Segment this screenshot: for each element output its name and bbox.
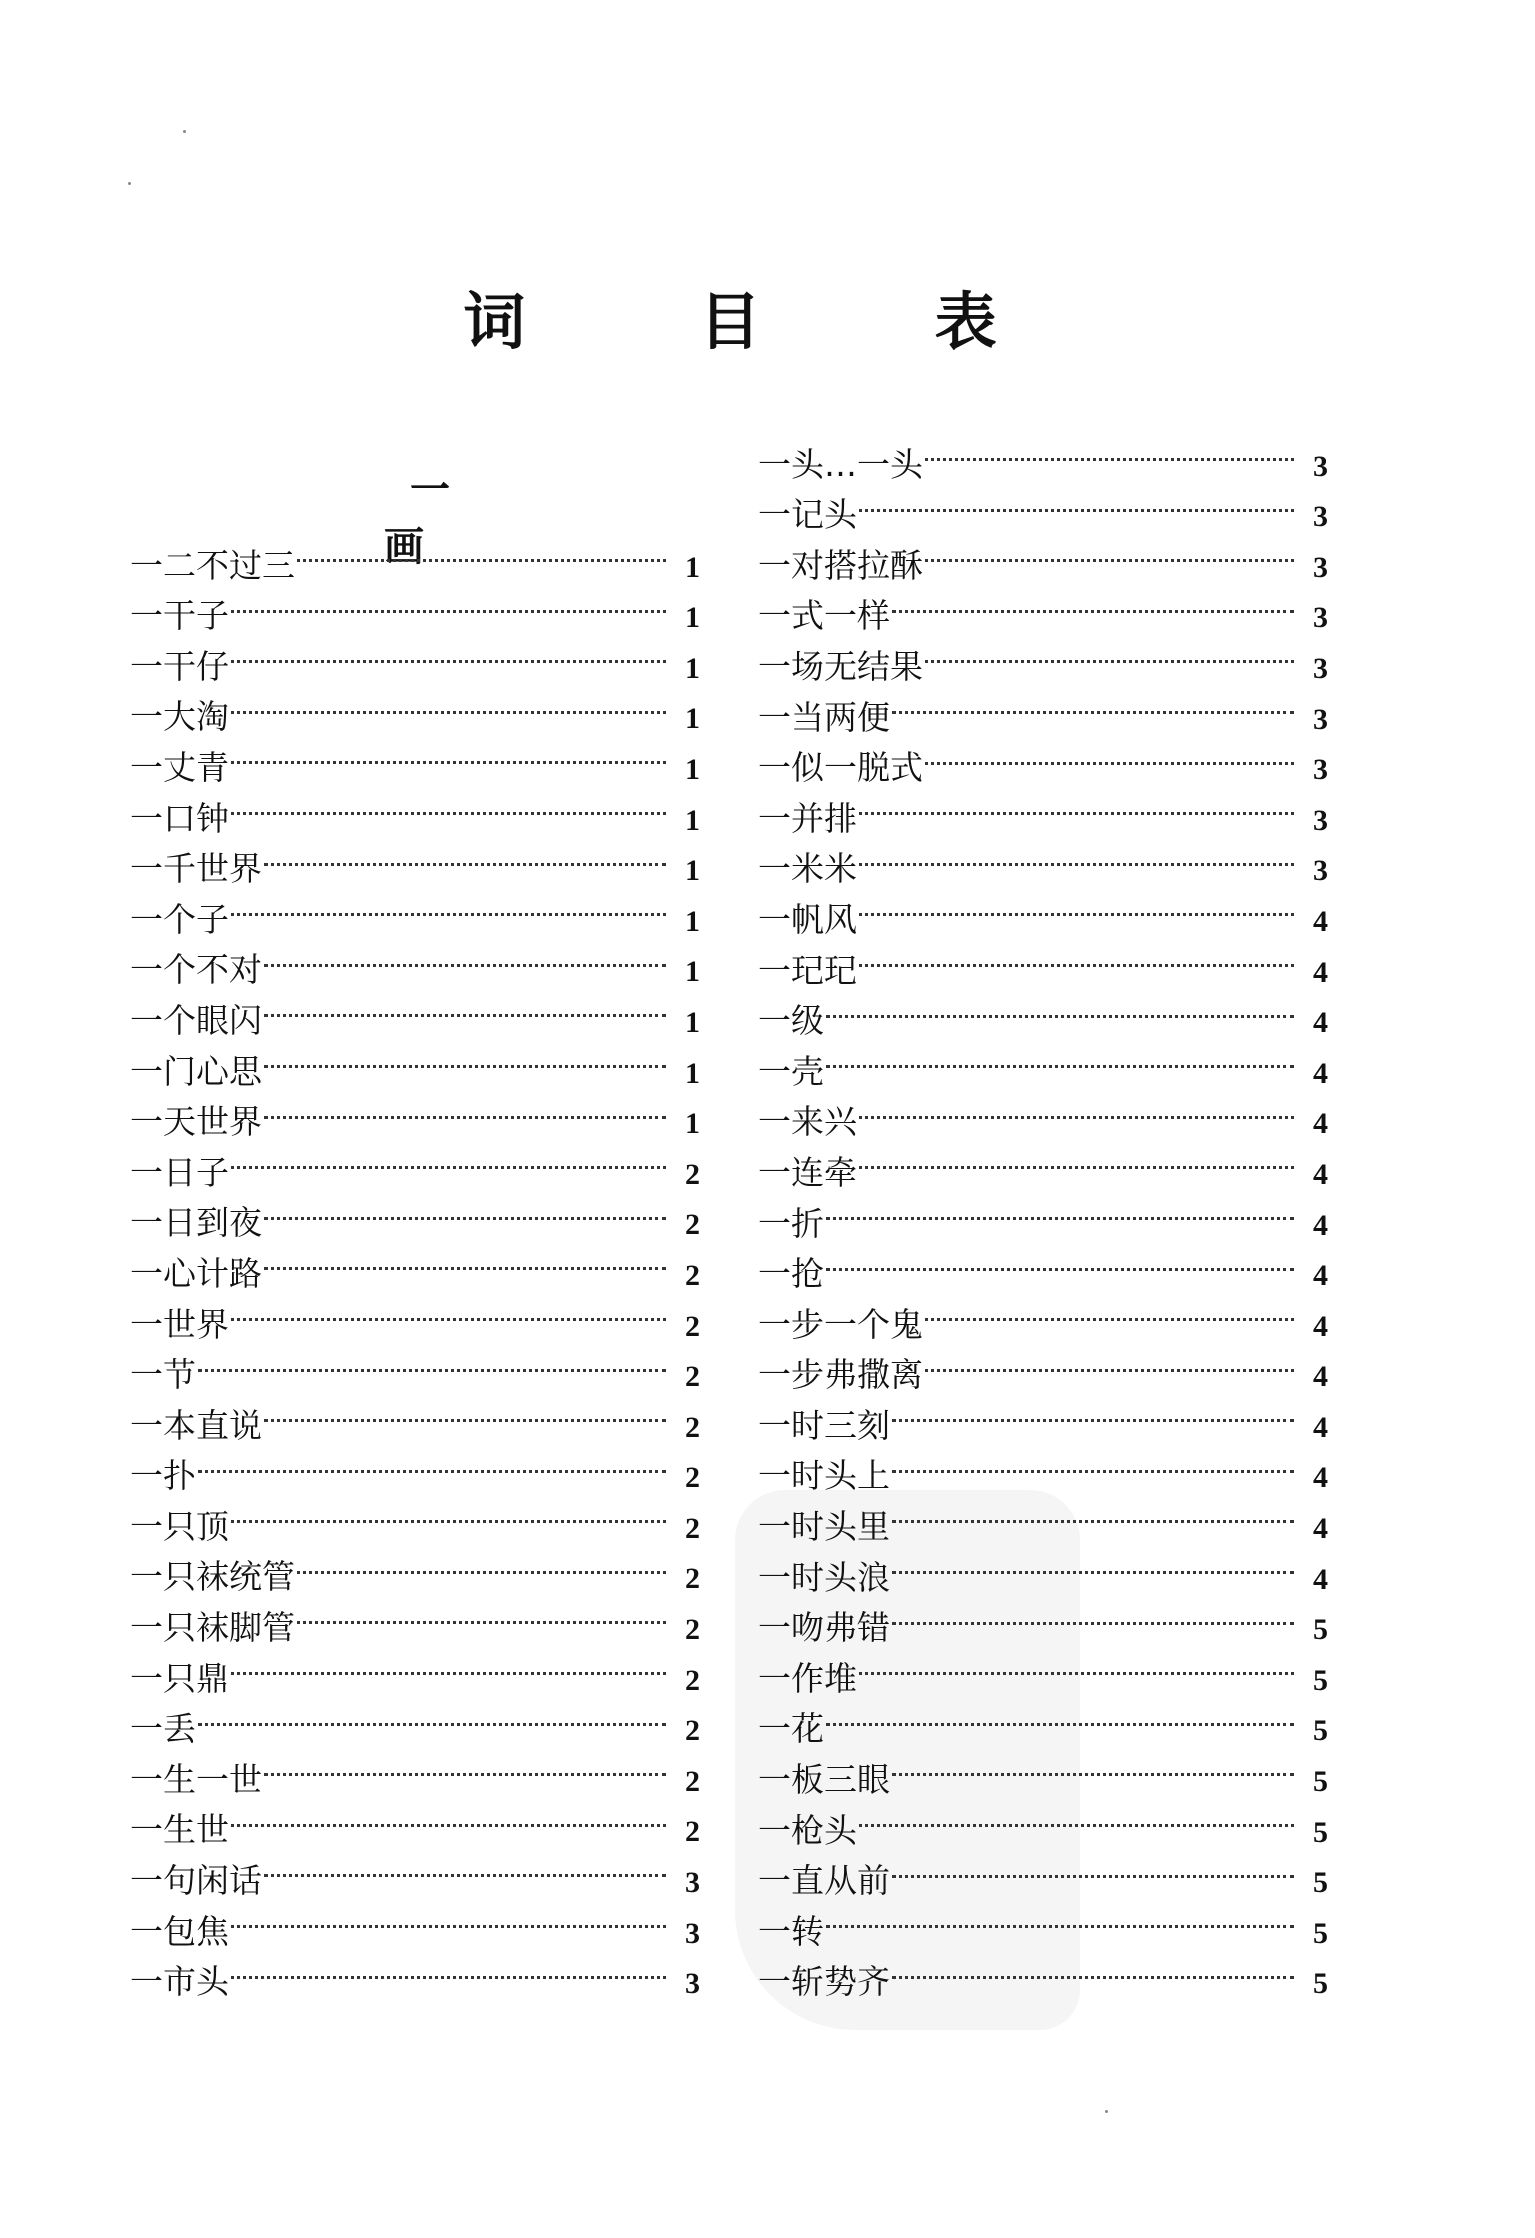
- index-column-left: [130, 526, 700, 2002]
- entry-term: 一抢: [758, 1254, 824, 1294]
- dot-leader: [231, 627, 666, 678]
- entry-page-number: 4: [1313, 955, 1328, 989]
- index-entry: [758, 1285, 1328, 1344]
- entry-term: 一时三刻: [758, 1405, 890, 1445]
- index-entry: [130, 1336, 700, 1395]
- entry-page-number: 2: [685, 1461, 700, 1495]
- dot-leader: [892, 1437, 1294, 1488]
- entry-term: 一花: [758, 1709, 824, 1749]
- dot-leader: [264, 1032, 666, 1083]
- dot-leader: [826, 1690, 1294, 1741]
- index-column-right: [758, 425, 1328, 2002]
- entry-page-number: 2: [685, 1714, 700, 1748]
- entry-term: 一门心思: [130, 1051, 262, 1091]
- index-entry: [130, 1386, 700, 1445]
- index-entry: [758, 1235, 1328, 1294]
- dot-leader: [826, 1892, 1294, 1943]
- dot-leader: [859, 779, 1294, 830]
- index-entry: [130, 526, 700, 585]
- entry-term: 一对搭拉酥: [758, 545, 923, 585]
- entry-term: 一包焦: [130, 1911, 229, 1951]
- dot-leader: [892, 577, 1294, 628]
- dot-leader: [859, 1133, 1294, 1184]
- entry-term: 一个眼闪: [130, 1000, 262, 1040]
- dot-leader: [231, 728, 666, 779]
- entry-term: 一干仔: [130, 646, 229, 686]
- entry-page-number: 1: [685, 904, 700, 938]
- entry-page-number: 5: [1313, 1613, 1328, 1647]
- entry-term: 一句闲话: [130, 1861, 262, 1901]
- entry-term: 一只袜脚管: [130, 1608, 295, 1648]
- entry-page-number: 4: [1313, 1259, 1328, 1293]
- index-entry: [130, 1437, 700, 1496]
- dot-leader: [892, 1386, 1294, 1437]
- entry-page-number: 3: [1313, 651, 1328, 685]
- dot-leader: [231, 880, 666, 931]
- entry-page-number: 3: [1313, 702, 1328, 736]
- dot-leader: [925, 729, 1294, 780]
- entry-page-number: 4: [1313, 1410, 1328, 1444]
- entry-page-number: 3: [685, 1916, 700, 1950]
- entry-term: 一干子: [130, 596, 229, 636]
- entry-page-number: 2: [685, 1562, 700, 1596]
- dot-leader: [264, 1184, 666, 1235]
- entry-term: 一世界: [130, 1304, 229, 1344]
- index-entry: [758, 425, 1328, 484]
- dot-leader: [198, 1336, 666, 1387]
- scan-speck: [1105, 2110, 1108, 2113]
- entry-term: 一级: [758, 1001, 824, 1041]
- entry-page-number: 1: [685, 752, 700, 786]
- entry-page-number: 3: [1313, 753, 1328, 787]
- entry-page-number: 2: [685, 1309, 700, 1343]
- dot-leader: [264, 981, 666, 1032]
- entry-term: 一千世界: [130, 849, 262, 889]
- entry-term: 一似一脱式: [758, 748, 923, 788]
- entry-term: 一心计路: [130, 1253, 262, 1293]
- entry-page-number: 5: [1313, 1967, 1328, 2001]
- entry-page-number: 4: [1313, 1056, 1328, 1090]
- dot-leader: [297, 1588, 666, 1639]
- entry-term: 一帆风: [758, 899, 857, 939]
- page-title: 词 目 表: [463, 285, 1073, 358]
- dot-leader: [231, 1892, 666, 1943]
- entry-page-number: 2: [685, 1815, 700, 1849]
- entry-page-number: 5: [1313, 1765, 1328, 1799]
- index-entry: [758, 1943, 1328, 2002]
- entry-page-number: 1: [685, 1107, 700, 1141]
- dot-leader: [826, 1032, 1294, 1083]
- dot-leader: [264, 1234, 666, 1285]
- entry-page-number: 3: [685, 1967, 700, 2001]
- entry-term: 一并排: [758, 798, 857, 838]
- entry-term: 一时头上: [758, 1456, 890, 1496]
- entry-term: 一个子: [130, 899, 229, 939]
- entry-page-number: 1: [685, 803, 700, 837]
- index-entry: [758, 1892, 1328, 1951]
- entry-term: 一记头: [758, 495, 857, 535]
- entry-page-number: 1: [685, 854, 700, 888]
- entry-page-number: 4: [1313, 1107, 1328, 1141]
- entry-term: 一日到夜: [130, 1203, 262, 1243]
- index-entry: [758, 1740, 1328, 1800]
- entry-term: 一二不过三: [130, 545, 295, 585]
- index-entry: [758, 1690, 1328, 1749]
- entry-page-number: 5: [1313, 1714, 1328, 1748]
- entry-term: 一大淘: [130, 697, 229, 737]
- entry-term: 一步弗撒离: [758, 1355, 923, 1395]
- dot-leader: [892, 1487, 1294, 1538]
- dot-leader: [892, 1740, 1294, 1791]
- entry-page-number: 1: [685, 955, 700, 989]
- entry-term: 一时头浪: [758, 1557, 890, 1597]
- entry-page-number: 5: [1313, 1815, 1328, 1849]
- entry-page-number: 3: [1313, 449, 1328, 483]
- entry-page-number: 4: [1313, 1360, 1328, 1394]
- dot-leader: [892, 1538, 1294, 1589]
- dot-leader: [297, 1538, 666, 1589]
- dot-leader: [859, 1791, 1294, 1842]
- entry-term: 一丢: [130, 1709, 196, 1749]
- entry-page-number: 2: [685, 1360, 700, 1394]
- entry-page-number: 2: [685, 1258, 700, 1292]
- entry-page-number: 3: [1313, 550, 1328, 584]
- entry-page-number: 1: [685, 550, 700, 584]
- dot-leader: [892, 1842, 1294, 1893]
- index-entry: [758, 982, 1328, 1041]
- entry-term: 一丈青: [130, 747, 229, 787]
- entry-page-number: 4: [1313, 1461, 1328, 1495]
- entry-page-number: 2: [685, 1764, 700, 1798]
- entry-page-number: 4: [1313, 1157, 1328, 1191]
- entry-page-number: 1: [685, 651, 700, 685]
- entry-page-number: 1: [685, 601, 700, 635]
- entry-page-number: 1: [685, 1056, 700, 1090]
- entry-page-number: 3: [1313, 601, 1328, 635]
- entry-page-number: 5: [1313, 1916, 1328, 1950]
- entry-term: 一作堆: [758, 1658, 857, 1698]
- dot-leader: [859, 476, 1294, 527]
- entry-term: 一扑: [130, 1456, 196, 1496]
- index-entry: [130, 1740, 700, 1799]
- dot-leader: [859, 830, 1294, 881]
- dot-leader: [925, 1336, 1294, 1387]
- index-entry: [758, 1184, 1328, 1243]
- entry-page-number: 2: [685, 1511, 700, 1545]
- dot-leader: [231, 779, 666, 830]
- dot-leader: [198, 1437, 666, 1488]
- entry-page-number: 2: [685, 1663, 700, 1697]
- dot-leader: [826, 982, 1294, 1033]
- entry-page-number: 4: [1313, 904, 1328, 938]
- entry-term: 一日子: [130, 1152, 229, 1192]
- index-entry: [130, 1690, 700, 1749]
- entry-page-number: 1: [685, 1005, 700, 1039]
- entry-page-number: 4: [1313, 1512, 1328, 1546]
- entry-term: 一式一样: [758, 596, 890, 636]
- dot-leader: [826, 1184, 1294, 1235]
- entry-page-number: 3: [1313, 500, 1328, 534]
- dot-leader: [925, 425, 1294, 476]
- entry-term: 一吻弗错: [758, 1608, 890, 1648]
- dot-leader: [231, 1133, 666, 1184]
- entry-term: 一市头: [130, 1962, 229, 2002]
- dot-leader: [264, 830, 666, 881]
- entry-term: 一直从前: [758, 1861, 890, 1901]
- entry-term: 一只鼎: [130, 1658, 229, 1698]
- dot-leader: [231, 1285, 666, 1336]
- dot-leader: [231, 1943, 666, 1994]
- entry-page-number: 5: [1313, 1663, 1328, 1697]
- entry-term: 一生一世: [130, 1759, 262, 1799]
- entry-term: 一折: [758, 1203, 824, 1243]
- dot-leader: [826, 1235, 1294, 1286]
- entry-term: 一场无结果: [758, 646, 923, 686]
- entry-term: 一斩势齐: [758, 1962, 890, 2002]
- scan-speck: [183, 130, 186, 133]
- entry-term: 一转: [758, 1911, 824, 1951]
- entry-term: 一生世: [130, 1810, 229, 1850]
- entry-term: 一头…一头: [758, 444, 923, 484]
- dot-leader: [264, 1386, 666, 1437]
- dot-leader: [264, 1841, 666, 1892]
- entry-page-number: 4: [1313, 1208, 1328, 1242]
- entry-term: 一枪头: [758, 1810, 857, 1850]
- entry-term: 一步一个鬼: [758, 1304, 923, 1344]
- dot-leader: [892, 678, 1294, 729]
- entry-page-number: 2: [685, 1157, 700, 1191]
- entry-term: 一只袜统管: [130, 1557, 295, 1597]
- entry-page-number: 2: [685, 1208, 700, 1242]
- entry-page-number: 1: [685, 702, 700, 736]
- dot-leader: [925, 627, 1294, 678]
- dot-leader: [892, 1589, 1294, 1640]
- entry-page-number: 3: [1313, 854, 1328, 888]
- dot-leader: [231, 678, 666, 729]
- entry-page-number: 3: [685, 1866, 700, 1900]
- dot-leader: [231, 1791, 666, 1842]
- dot-leader: [231, 1639, 666, 1690]
- dot-leader: [231, 1487, 666, 1538]
- dot-leader: [198, 1690, 666, 1741]
- dot-leader: [859, 931, 1294, 982]
- entry-page-number: 4: [1313, 1309, 1328, 1343]
- entry-term: 一米米: [758, 849, 857, 889]
- entry-page-number: 4: [1313, 1006, 1328, 1040]
- dot-leader: [892, 1943, 1294, 1994]
- entry-term: 一时头里: [758, 1507, 890, 1547]
- dot-leader: [859, 1639, 1294, 1690]
- entry-term: 一天世界: [130, 1102, 262, 1142]
- dot-leader: [264, 1740, 666, 1791]
- index-entry: [758, 1083, 1328, 1142]
- section-heading: 一 画: [384, 466, 502, 570]
- dot-leader: [859, 1083, 1294, 1134]
- entry-term: 一个不对: [130, 950, 262, 990]
- dot-leader: [264, 1083, 666, 1134]
- dot-leader: [264, 931, 666, 982]
- entry-term: 一板三眼: [758, 1760, 890, 1800]
- entry-term: 一只顶: [130, 1506, 229, 1546]
- dot-leader: [859, 880, 1294, 931]
- entry-page-number: 4: [1313, 1562, 1328, 1596]
- dot-leader: [297, 526, 666, 577]
- entry-term: 一来兴: [758, 1102, 857, 1142]
- dot-leader: [925, 526, 1294, 577]
- entry-page-number: 2: [685, 1613, 700, 1647]
- dot-leader: [925, 1285, 1294, 1336]
- dot-leader: [231, 577, 666, 628]
- entry-term: 一玘玘: [758, 950, 857, 990]
- entry-page-number: 2: [685, 1410, 700, 1444]
- index-entry: [130, 1487, 700, 1546]
- entry-term: 一本直说: [130, 1405, 262, 1445]
- scan-speck: [128, 182, 131, 185]
- entry-term: 一节: [130, 1355, 196, 1395]
- entry-term: 一当两便: [758, 697, 890, 737]
- entry-term: 一连牵: [758, 1152, 857, 1192]
- entry-page-number: 5: [1313, 1866, 1328, 1900]
- entry-page-number: 3: [1313, 803, 1328, 837]
- entry-term: 一壳: [758, 1051, 824, 1091]
- entry-term: 一口钟: [130, 798, 229, 838]
- index-entry: [758, 1032, 1328, 1091]
